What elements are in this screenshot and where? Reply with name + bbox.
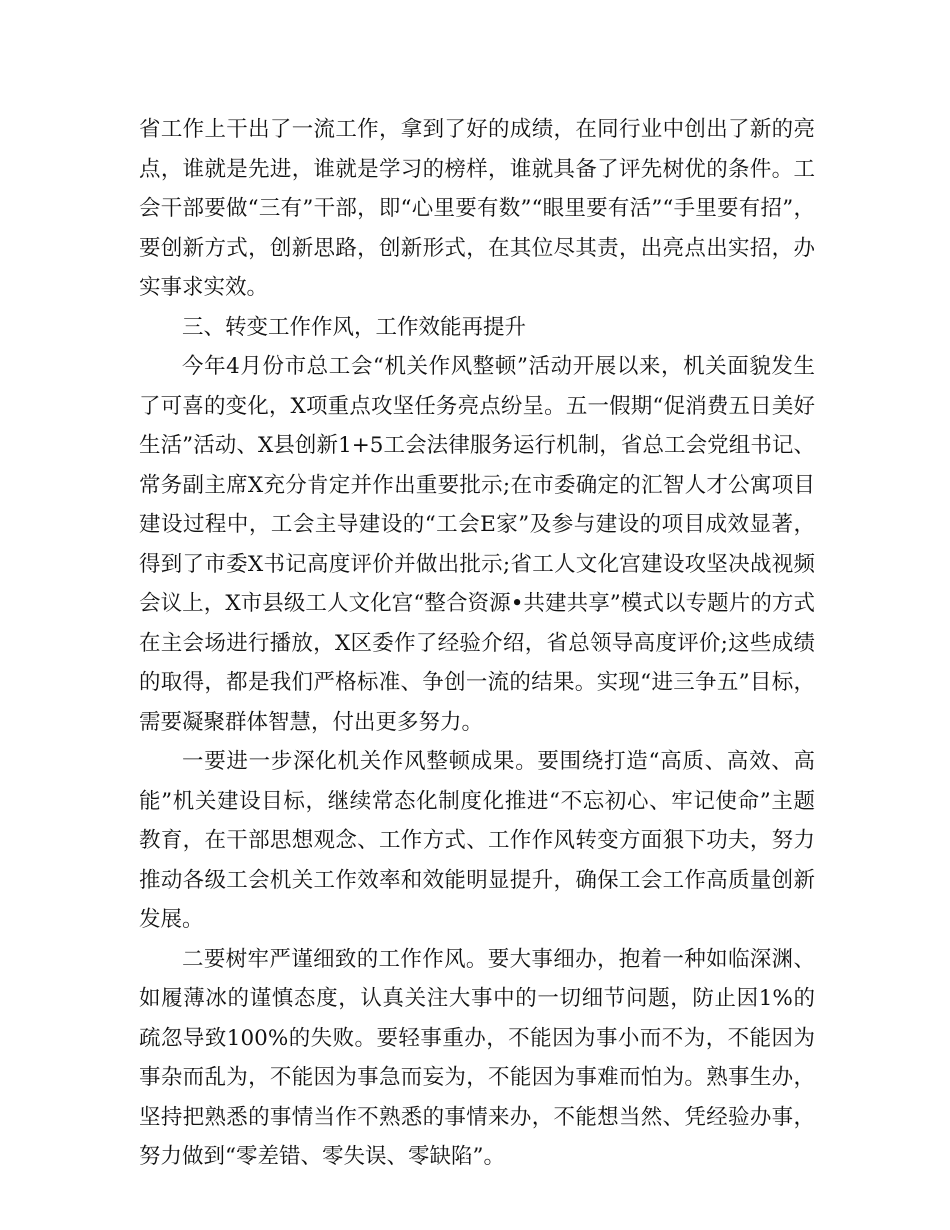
document-body [139, 110, 815, 1177]
paragraph-continuation: 省工作上干出了一流工作，拿到了好的成绩，在同行业中创出了新的亮点，谁就是先进，谁就是学习的榜样，谁就具备了评先树优的条件。工会干部要做“三有”干部，即“心里要有数”“眼里要有活”“手里要有招”，要创新方式，创新思路，创新形式，在其位尽其责，出亮点出实招，办实事求实效。 [139, 117, 815, 300]
paragraph-achievements: 今年4月份市总工会“机关作风整顿”活动开展以来，机关面貌发生了可喜的变化，X项重点攻坚任务亮点纷呈。五一假期“促消费五日美好生活”活动、X县创新1+5工会法律服务运行机制，省总工会党组书记、常务副主席X充分肯定并作出重要批示;在市委确定的汇智人才公寓项目建设过程中，工会主导建设的“工会E家”及参与建设的项目成效显著，得到了市委X书记高度评价并做出批示;省工人文化宫建设攻坚决战视频会议上，X市县级工人文化宫“整合资源•共建共享”模式以专题片的方式在主会场进行播放，X区委作了经验介绍，省总领导高度评价;这些成绩的取得，都是我们严格标准、争创一流的结果。实现“进三争五”目标，需要凝聚群体智慧，付出更多努力。 [139, 354, 815, 735]
section-heading: 三、转变工作作风，工作效能再提升 [182, 314, 527, 340]
paragraph-point-two: 二要树牢严谨细致的工作作风。要大事细办，抱着一种如临深渊、如履薄冰的谨慎态度，认真关注大事中的一切细节问题，防止因1%的疏忽导致100%的失败。要轻事重办，不能因为事小而不为，不能因为事杂而乱为，不能因为事急而妄为，不能因为事难而怕为。熟事生办，坚持把熟悉的事情当作不熟悉的事情来办，不能想当然、凭经验办事，努力做到“零差错、零失误、零缺陷”。 [139, 946, 815, 1169]
paragraph-point-one: 一要进一步深化机关作风整顿成果。要围绕打造“高质、高效、高能”机关建设目标，继续常态化制度化推进“不忘初心、牢记使命”主题教育，在干部思想观念、工作方式、工作作风转变方面狠下功夫，努力推动各级工会机关工作效率和效能明显提升，确保工会工作高质量创新发展。 [139, 749, 815, 932]
